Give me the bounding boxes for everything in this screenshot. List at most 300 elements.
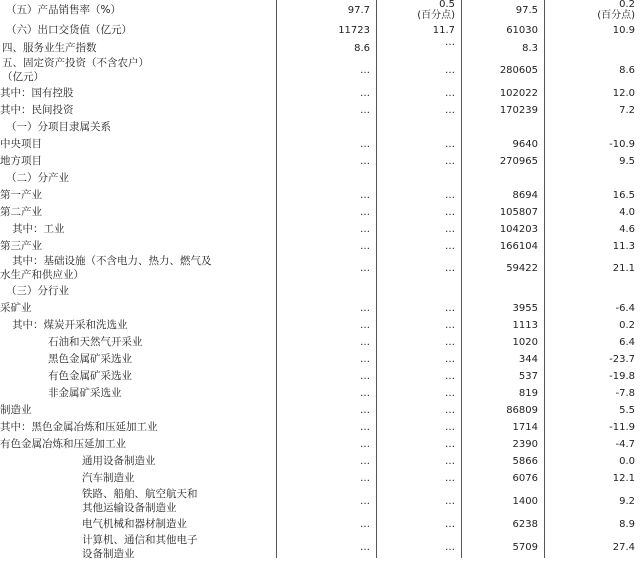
table-row [0,351,641,368]
value-cell [461,153,544,170]
value-cell [276,516,376,533]
cell-value: 6238 [512,519,538,530]
row-label-cell [0,0,276,22]
cell-value: … [360,388,370,399]
row-label: 其中：黑色金属冶炼和压延加工业 [0,421,158,433]
cell-value: 12.1 [612,473,635,484]
table-row [0,238,641,255]
cell-value: 16.5 [612,190,635,201]
value-cell [276,334,376,351]
cell-value: … [360,473,370,484]
value-cell [376,37,461,57]
value-cell [276,187,376,204]
row-label: 地方项目 [0,155,42,167]
row-label-cell [0,368,276,385]
row-label-cell [0,419,276,436]
cell-value: … [360,88,370,99]
cell-value: … [360,156,370,167]
value-cell [376,102,461,119]
cell-value: … [445,519,455,530]
table-row [0,170,641,187]
row-label-cell [0,221,276,238]
value-cell [276,204,376,221]
table-row [0,317,641,334]
value-cell [376,153,461,170]
value-cell [376,334,461,351]
value-cell [276,238,376,255]
row-label: 制造业 [0,404,32,416]
cell-value: 9.2 [619,496,635,507]
row-label: 五、固定资产投资（不含农户） [2,57,149,69]
value-cell [544,22,641,40]
value-cell [276,85,376,102]
cell-value: 97.5 [515,5,538,16]
cell-value: 11723 [338,25,370,36]
value-cell [544,300,641,317]
value-cell [544,57,641,85]
row-label: 第二产业 [0,206,42,218]
row-label-cell [0,57,276,85]
table-row [0,516,641,533]
cell-value: 8.6 [354,43,370,54]
cell-value: … [360,542,370,553]
row-label: （亿元） [2,71,44,83]
row-label-cell [0,317,276,334]
cell-value: … [360,65,370,76]
row-label-cell [0,385,276,402]
value-cell [544,40,641,57]
row-label-cell [0,187,276,204]
row-label: 其中：国有控股 [0,87,74,99]
value-cell [461,402,544,419]
row-label-cell [0,153,276,170]
cell-value: … [445,156,455,167]
value-cell [376,436,461,453]
table-row [0,22,641,40]
value-cell [544,283,641,300]
value-cell [376,385,461,402]
table-row [0,300,641,317]
row-label-cell [0,283,276,300]
value-cell [461,334,544,351]
value-cell [461,40,544,57]
table-row [0,0,641,22]
cell-value: … [360,263,370,274]
row-label: 水生产和供应业） [0,269,84,281]
cell-value: -11.9 [609,422,635,433]
row-label: 采矿业 [0,302,32,314]
value-cell [276,487,376,516]
value-cell [461,283,544,300]
cell-value: … [360,371,370,382]
cell-value: 270965 [499,156,538,167]
table-row [0,283,641,300]
table-row [0,221,641,238]
cell-value: 166104 [499,241,538,252]
value-cell [461,385,544,402]
cell-value: … [360,354,370,365]
row-label: 通用设备制造业 [82,455,156,467]
row-label: 第一产业 [0,189,42,201]
row-label: 石油和天然气开采业 [48,336,143,348]
cell-value: 9640 [512,139,538,150]
row-label-cell [0,238,276,255]
cell-value: … [445,190,455,201]
cell-value: … [360,105,370,116]
cell-value: … [445,473,455,484]
row-label-cell [0,85,276,102]
row-label: 第三产业 [0,240,42,252]
table-row [0,153,641,170]
row-label-cell [0,453,276,470]
cell-unit: (百分点) [597,10,635,21]
cell-value: 1020 [512,337,538,348]
row-label-cell [0,204,276,221]
value-cell [544,85,641,102]
table-row [0,102,641,119]
cell-value: 4.6 [619,224,635,235]
table-row [0,85,641,102]
value-cell [276,22,376,40]
cell-value: 0.5 [439,0,455,10]
row-label-cell [0,40,276,57]
value-cell [461,119,544,136]
cell-value: 97.7 [347,5,370,16]
row-label: 汽车制造业 [82,472,135,484]
row-label-cell [0,170,276,187]
value-cell [461,487,544,516]
cell-value: … [445,456,455,467]
row-label-cell [0,334,276,351]
value-cell [276,368,376,385]
value-cell [276,402,376,419]
cell-value: 170239 [499,105,538,116]
value-cell [461,170,544,187]
cell-value: 4.0 [619,207,635,218]
value-cell [376,119,461,136]
table-row [0,334,641,351]
cell-value: -23.7 [609,354,635,365]
row-label-cell [0,470,276,487]
value-cell [544,436,641,453]
value-cell [461,351,544,368]
value-cell [544,516,641,533]
cell-value: 1400 [512,496,538,507]
table-row [0,402,641,419]
cell-value: 0.2 [619,0,635,10]
table-row [0,419,641,436]
value-cell [376,487,461,516]
table-row [0,255,641,283]
value-cell [376,317,461,334]
row-label: 中央项目 [0,138,42,150]
cell-unit: (百分点) [417,10,455,21]
value-cell [544,0,641,22]
value-cell [461,102,544,119]
row-label-cell [0,255,276,283]
value-cell [376,204,461,221]
value-cell [461,453,544,470]
cell-value: 11.7 [432,25,455,36]
value-cell [276,533,376,563]
cell-value: 8.9 [619,519,635,530]
value-cell [544,402,641,419]
row-label: 设备制造业 [82,548,135,560]
value-cell [276,0,376,22]
value-cell [461,221,544,238]
cell-value: … [445,105,455,116]
table-row [0,385,641,402]
value-cell [276,102,376,119]
row-label: 非金属矿采选业 [48,387,122,399]
cell-value: -10.9 [609,139,635,150]
value-cell [544,238,641,255]
value-cell [461,85,544,102]
cell-value: 10.9 [612,25,635,36]
cell-value: … [445,320,455,331]
cell-value: 102022 [499,88,538,99]
value-cell [276,170,376,187]
row-label: 四、服务业生产指数 [2,42,97,54]
cell-value: 7.2 [619,105,635,116]
cell-value: -19.8 [609,371,635,382]
row-label: 其中：煤炭开采和洗选业 [12,319,128,331]
cell-value: 344 [518,354,538,365]
value-cell [376,187,461,204]
table-row [0,470,641,487]
value-cell [276,351,376,368]
value-cell [544,221,641,238]
cell-value: 280605 [499,65,538,76]
cell-value: … [445,405,455,416]
value-cell [276,136,376,153]
value-cell [276,453,376,470]
row-label: 有色金属冶炼和压延加工业 [0,438,126,450]
cell-value: 8694 [512,190,538,201]
table-row [0,187,641,204]
row-label: （二）分产业 [6,172,69,184]
value-cell [376,368,461,385]
cell-value: … [360,496,370,507]
row-label-cell [0,300,276,317]
value-cell [544,170,641,187]
cell-value: 11.3 [612,241,635,252]
row-label: （一）分项目隶属关系 [6,121,111,133]
cell-value: 21.1 [612,263,635,274]
cell-value: 8.6 [619,65,635,76]
value-cell [544,351,641,368]
value-cell [544,453,641,470]
value-cell [276,385,376,402]
cell-value: … [360,320,370,331]
cell-value: 5.5 [619,405,635,416]
value-cell [276,255,376,283]
cell-value: … [360,224,370,235]
row-label-cell [0,516,276,533]
cell-value: … [360,519,370,530]
value-cell [376,136,461,153]
row-label-cell [0,351,276,368]
value-cell [544,255,641,283]
value-cell [276,153,376,170]
value-cell [376,238,461,255]
cell-value: … [445,37,455,48]
cell-value: 61030 [506,25,538,36]
row-label-cell [0,533,276,563]
cell-value: 2390 [512,439,538,450]
value-cell [376,300,461,317]
cell-value: … [445,388,455,399]
cell-value: … [360,456,370,467]
value-cell [544,419,641,436]
value-cell [461,22,544,40]
cell-value: 1714 [512,422,538,433]
row-label: 其中：民间投资 [0,104,74,116]
row-label-cell [0,436,276,453]
value-cell [461,255,544,283]
cell-value: 86809 [506,405,538,416]
cell-value: … [445,354,455,365]
value-cell [544,533,641,563]
value-cell [544,119,641,136]
value-cell [461,238,544,255]
cell-value: 104203 [499,224,538,235]
value-cell [376,85,461,102]
cell-value: … [360,190,370,201]
value-cell [276,40,376,57]
value-cell [376,419,461,436]
value-cell [544,317,641,334]
row-label: 其中：工业 [12,223,65,235]
cell-value: 5709 [512,542,538,553]
row-label-cell [0,22,276,40]
row-label-cell [0,102,276,119]
row-label: 其他运输设备制造业 [82,502,177,514]
table-row [0,487,641,516]
value-cell [376,533,461,563]
cell-value: … [360,241,370,252]
cell-value: … [445,496,455,507]
row-label: 其中：基础设施（不含电力、热力、燃气及 [12,255,212,267]
value-cell [376,170,461,187]
cell-value: 819 [518,388,538,399]
cell-value: … [360,303,370,314]
row-label: 电气机械和器材制造业 [82,518,187,530]
value-cell [461,0,544,22]
row-label: （三）分行业 [6,285,69,297]
table-row [0,533,641,563]
value-cell [461,470,544,487]
value-cell [376,470,461,487]
cell-value: … [445,422,455,433]
value-cell [376,57,461,85]
value-cell [376,351,461,368]
cell-value: 1113 [512,320,538,331]
cell-value: … [360,207,370,218]
cell-value: … [445,303,455,314]
table-row [0,368,641,385]
cell-value: 6076 [512,473,538,484]
cell-value: 0.2 [619,320,635,331]
table-row [0,136,641,153]
cell-value: … [445,207,455,218]
row-label: 有色金属矿采选业 [48,370,132,382]
value-cell [376,402,461,419]
value-cell [544,487,641,516]
cell-value: … [445,224,455,235]
row-label: 黑色金属矿采选业 [48,353,132,365]
value-cell [276,300,376,317]
cell-value: -6.4 [615,303,635,314]
cell-value: 105807 [499,207,538,218]
row-label: （五）产品销售率（%） [6,4,121,16]
cell-value: … [445,542,455,553]
table-row [0,37,641,57]
value-cell [544,187,641,204]
value-cell [376,516,461,533]
value-cell [544,153,641,170]
cell-value: 537 [518,371,538,382]
value-cell [276,470,376,487]
value-cell [461,516,544,533]
value-cell [544,470,641,487]
cell-value: 0.0 [619,456,635,467]
value-cell [276,283,376,300]
cell-value: … [360,337,370,348]
row-label-cell [0,487,276,516]
cell-value: … [445,88,455,99]
table-row [0,119,641,136]
value-cell [376,0,461,22]
cell-value: 5866 [512,456,538,467]
value-cell [544,204,641,221]
value-cell [461,57,544,85]
value-cell [461,317,544,334]
cell-value: 12.0 [612,88,635,99]
cell-value: 27.4 [612,542,635,553]
value-cell [461,136,544,153]
cell-value: 8.3 [522,43,538,54]
cell-value: … [360,439,370,450]
value-cell [461,533,544,563]
value-cell [461,204,544,221]
cell-value: … [445,139,455,150]
value-cell [544,136,641,153]
table-row [0,57,641,85]
value-cell [276,317,376,334]
row-label: 铁路、船舶、航空航天和 [82,488,198,500]
table-row [0,453,641,470]
row-label-cell [0,136,276,153]
value-cell [461,436,544,453]
cell-value: … [445,65,455,76]
value-cell [544,334,641,351]
value-cell [276,119,376,136]
value-cell [276,419,376,436]
value-cell [461,300,544,317]
row-label: （六）出口交货值（亿元） [6,24,132,36]
value-cell [376,221,461,238]
value-cell [544,102,641,119]
cell-value: -4.7 [615,439,635,450]
value-cell [376,255,461,283]
value-cell [461,419,544,436]
cell-value: 9.5 [619,156,635,167]
value-cell [276,436,376,453]
cell-value: … [360,405,370,416]
cell-value: 6.4 [619,337,635,348]
cell-value: 3955 [512,303,538,314]
